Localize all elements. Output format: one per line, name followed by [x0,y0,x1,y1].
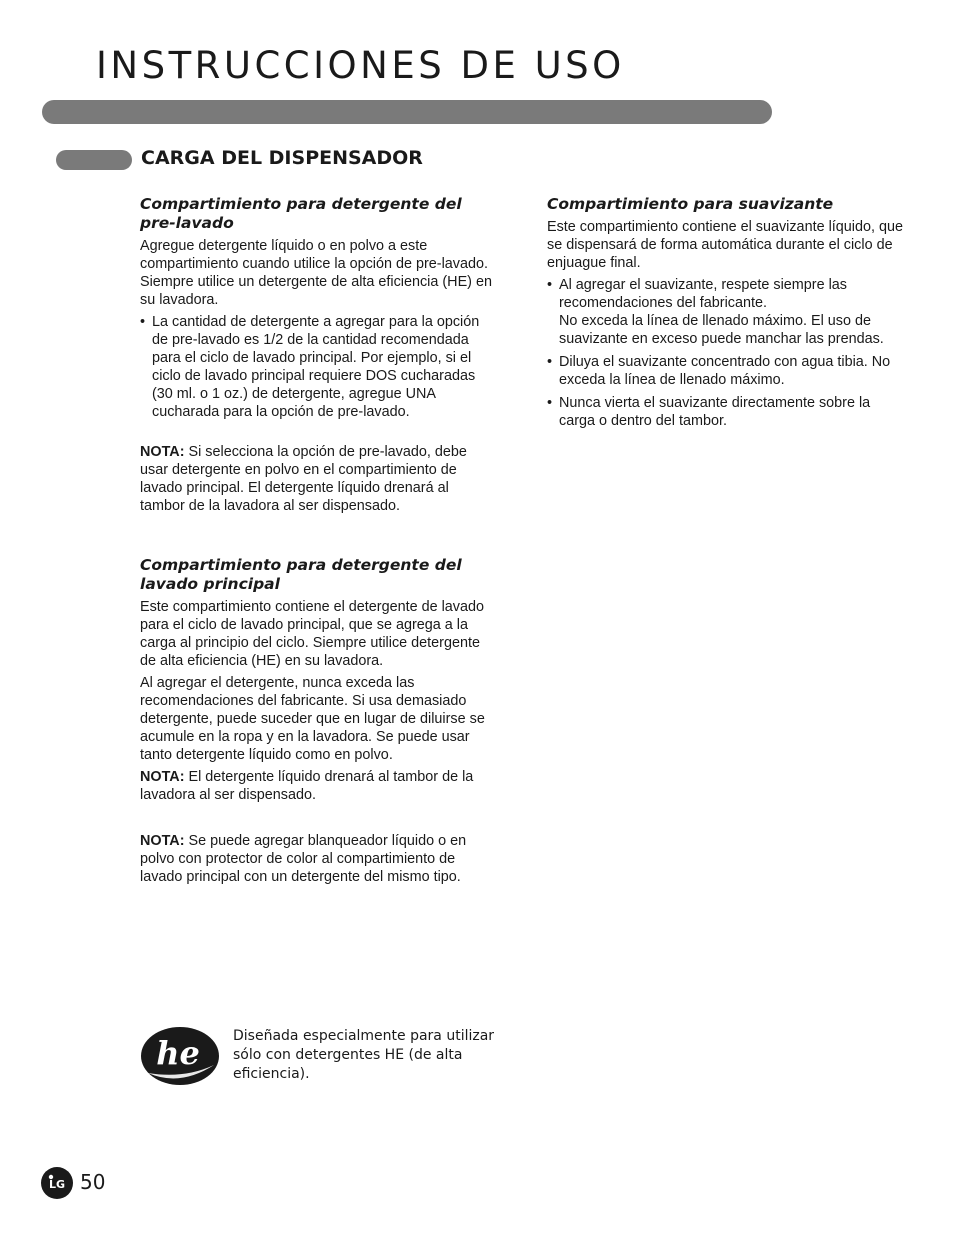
prewash-body: Agregue detergente líquido o en polvo a este compartimiento cuando utilice la opción de pre-lavado. Siempre utilice un detergente de alta eficiencia (HE) en su lavadora. [140,238,492,308]
page-title: INSTRUCCIONES DE USO [96,44,625,87]
softener-bullet-1b: No exceda la línea de llenado máximo. El uso de suavizante en exceso puede manchar las prendas. [559,313,884,347]
lg-logo-icon [40,1166,74,1200]
section-marker [56,150,132,170]
prewash-bullet-list [140,313,492,421]
he-logo-icon [140,1025,220,1087]
right-column [547,195,903,435]
prewash-heading: Compartimiento para detergente del pre-lavado [140,195,462,232]
he-caption: Diseñada especialmente para utilizar sólo con detergentes HE (de alta eficiencia). [233,1028,495,1082]
left-column [140,195,492,886]
note-text: El detergente líquido drenará al tambor de la lavadora al ser dispensado. [140,769,474,803]
note-text: Se puede agregar blanqueador líquido o en polvo con protector de color al compartimiento de lavado principal con un detergente del mismo tipo. [140,833,467,885]
mainwash-body-2: Al agregar el detergente, nunca exceda las recomendaciones del fabricante. Si usa demasiado detergente, puede suceder que en lugar de diluirse se acumule en la ropa y en la lavadora. Se puede usar tanto detergente líquido como en polvo. [140,675,485,763]
softener-bullet-list [547,276,903,430]
note-text: Si selecciona la opción de pre-lavado, debe usar detergente en polvo en el compartimiento de lavado principal. El detergente líquido drenará al tambor de la lavadora al ser dispensado. [140,444,467,514]
mainwash-heading: Compartimiento para detergente del lavado principal [140,556,462,593]
prewash-note [140,443,492,515]
title-divider-bar [42,100,772,124]
section-title: CARGA DEL DISPENSADOR [141,147,423,169]
he-logo-text: he [156,1034,200,1072]
softener-heading: Compartimiento para suavizante [547,195,834,213]
mainwash-body-1: Este compartimiento contiene el detergente de lavado para el ciclo de lavado principal, que se agrega a la carga al principio del ciclo. Siempre utilice detergente de alta eficiencia (HE) en su lavadora. [140,599,484,669]
note-label: NOTA: [140,833,185,849]
page-number: 50 [80,1170,106,1194]
mainwash-note-1 [140,768,492,804]
softener-bullet-1a: Al agregar el suavizante, respete siempre las recomendaciones del fabricante. [559,277,847,311]
softener-bullet [547,276,903,348]
note-label: NOTA: [140,444,185,460]
softener-bullet: • Nunca vierta el suavizante directamente sobre la carga o dentro del tambor. [547,394,903,430]
prewash-bullet: • La cantidad de detergente a agregar para la opción de pre-lavado es 1/2 de la cantidad recomendada para el ciclo de lavado principal. Por ejemplo, si el ciclo de lavado principal requiere DOS cucharadas (30 ml. o 1 oz.) de detergente, agregue UNA cucharada para la opción de pre-lavado. [140,313,492,421]
mainwash-note-2 [140,832,492,886]
lg-logo-text: LG [48,1178,66,1191]
note-label: NOTA: [140,769,185,785]
softener-bullet: • Diluya el suavizante concentrado con agua tibia. No exceda la línea de llenado máximo. [547,353,903,389]
softener-body: Este compartimiento contiene el suavizante líquido, que se dispensará de forma automática durante el ciclo de enjuague final. [547,219,903,271]
